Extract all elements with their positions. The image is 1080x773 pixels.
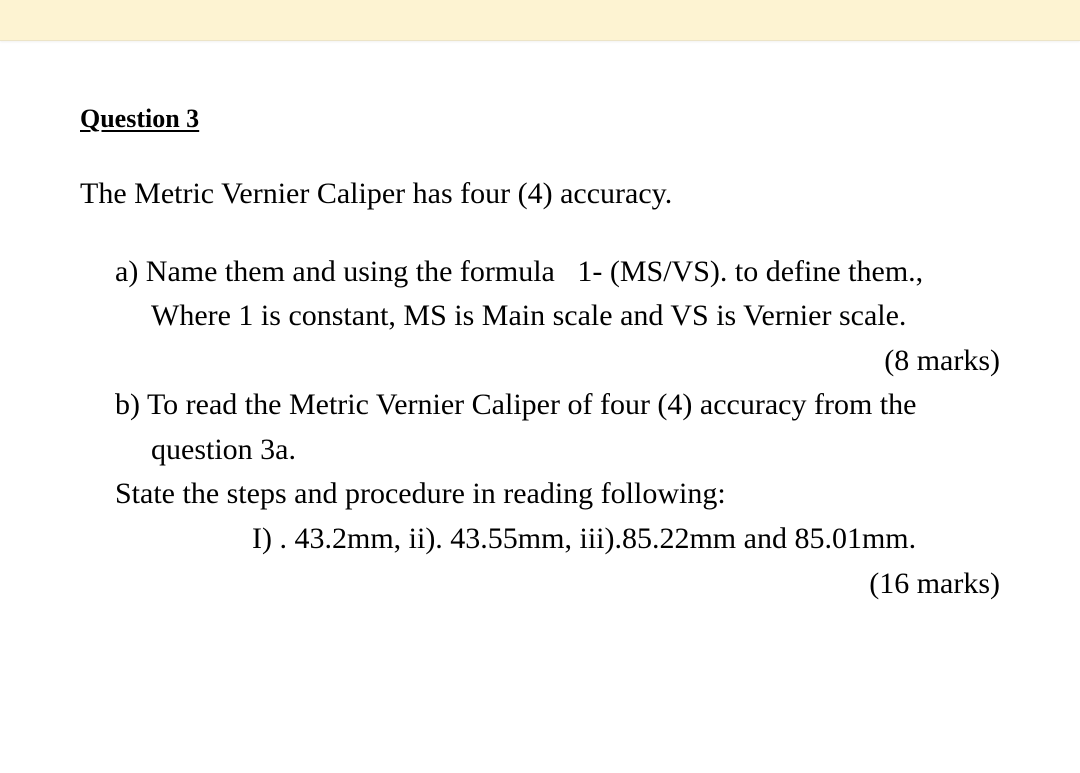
part-b-line-1: b) To read the Metric Vernier Caliper of four (4) accuracy from the — [115, 388, 917, 421]
part-a-marks: (8 marks) — [884, 344, 1000, 377]
question-heading: Question 3 — [80, 104, 200, 133]
part-b-readings: I) . 43.2mm, ii). 43.55mm, iii).85.22mm and 85.01mm. — [252, 522, 917, 555]
part-a-line-2: Where 1 is constant, MS is Main scale and VS is Vernier scale. — [151, 299, 907, 332]
part-b-line-2: question 3a. — [151, 433, 296, 466]
part-b-marks: (16 marks) — [869, 567, 1000, 600]
part-a-line-1: a) Name them and using the formula 1- (MS/VS). to define them., — [115, 255, 924, 288]
part-b-instruction: State the steps and procedure in reading following: — [115, 477, 726, 510]
question-intro: The Metric Vernier Caliper has four (4) accuracy. — [80, 177, 673, 210]
